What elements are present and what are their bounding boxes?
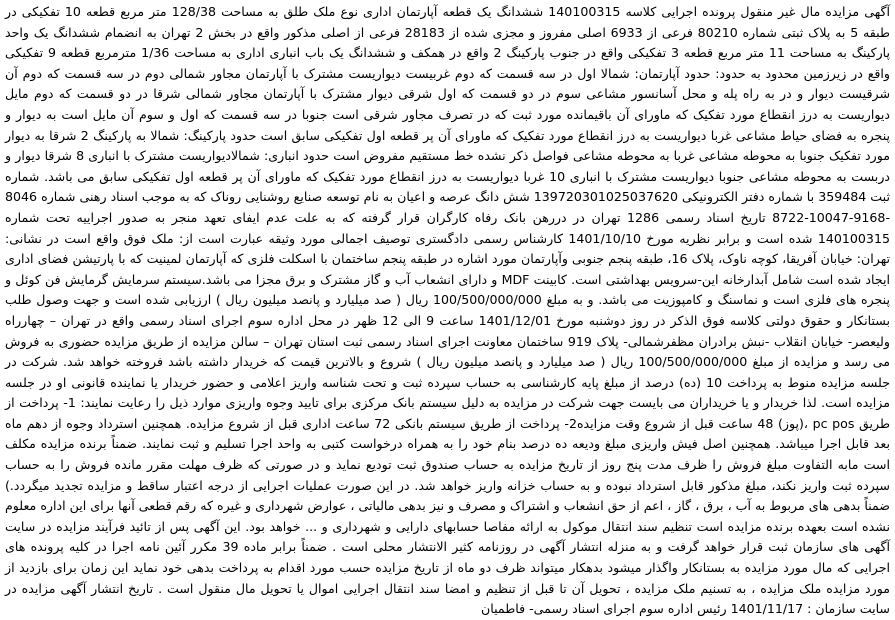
notice-lead-paragraph: آگهی مزایده مال غیر منقول پرونده اجرایی کلاسه 140100315 ششدانگ یک قطعه آپارتمان اداری نوع ملک طلق به مساحت 128/38 متر مربع قطعه 10 تفکیکی در طبقه 5 به پلاک ثبتی شماره 80210 فرعی از 6933 اصلی مفروز و مجزی شده از 28183 فرعی از اصلی مذکور واقع در بخش 2 تهران به انضمام ششدانگ یک واحد پارکینگ به مساحت 11 متر مربع قطعه 3 تفکیکی واقع در جنوب پارکینگ 2 واقع در همکف و ششدانگ یک باب انباری اداری به مساحت 1/36 مترمربع قطعه 9 تفکیکی واقع در زیرزمین محدود به حدود: حدود آپارتمان: شمالا اول در سه قسمت که دوم غربیست دیواریست مشترک با آپارتمان مجاور شمالی دوم در سه قسمت که دوم آن شرقیست دیوار و در به راه پله و محل آسانسور مشاعی سوم در دو قسمت که اول شرقی دیوار مشترک با آپارتمان مجاور شمالی شرقا در دو قسمت که دوم مایل دیواریست به درز انقطاع مورد تفکیک که ماورای آن باقیمانده مورد ثبت که در تصرف مجاور شرقی است جنوبا در سه قسمت که اول و سوم آن مایل است به دیوار و پنجره به فضای حیاط مشاعی غربا دیواریست به درز انقطاع مورد تفکیک که ماورای آن پر قطعه اول تفکیکی سابق است حدود پارکینگ: شمالا به پارکینگ 2 شرقا به دیوار مورد تفکیک جنوبا به محوطه مشاعی غربا به محوطه مشاعی فواصل ذکر نشده خط مستقیم مفروض است حدود انباری: شمالادیواریست مشترک با انباری 8 شرقا دیوار و دربست به محوطه مشاعی جنوبا دیواریست مشترک با انباری 10 غربا دیواریست به درز انقطاع مورد تفکیک که ماورای آن پر قطعه اول تفکیکی سابق می باشد. bbox=[5, 4, 891, 184]
notice-main-paragraph: شماره ثبت 359484 با شماره دفتر الکترونیکی 139720301025037620 شش دانگ عرصه و اعیان به نام توسعه صنایع روشنایی روناک که به موجب اسناد رهنی شماره 8046 -9168-10047-8722 تاریخ اسناد رسمی 1286 تهران در دررهن بانک رفاه کارگران قرار گرفته که به علت عدم ایفای تعهد منجر به صدور اجراییه تحت شماره 140100315 شده است و برابر نظریه مورخ 1401/10/10 کارشناس رسمی دادگستری توصیف اجمالی مورد وثیقه عبارت است از: ملک فوق واقع است در نشانی: تهران: خیابان آفریقا، کوچه ناوک، پلاک 16، طبقه پنجم جنوبی وآپارتمان مورد اشاره در طبقه پنجم ساختمان با اسکلت فلزی که آپارتمان لمینیت که با پارتیشن فضای اداری ایجاد شده است شامل آبدارخانه این-سرویس بهداشتی است. کابینت MDF و دارای انشعاب آب و گاز مشترک و برق مجزا می باشد.سیستم سرمایش گرمایش فن کوئل و پنجره های فلزی است و نماسنگ و کامپوزیت می باشد. و به مبلغ 100/500/000/000 ریال ( صد میلیارد و پانصد میلیون ریال ) ارزیابی شده است و جهت وصول طلب بستانکار و حقوق دولتی کلاسه فوق الذکر در روز دوشنبه مورخ 1401/12/01 ساعت 9 الی 12 ظهر در محل اداره سوم اجرای اسناد رسمی واقع در تهران – چهارراه ولیعصر- خیابان انقلاب -نبش برادران مظفرشمالی- پلاک 919 ساختمان معاونت اجرای اسناد رسمی ثبت استان تهران – سالن مزایده از طریق مزایده حضوری به فروش می رسد و مزایده از مبلغ 100/500/000/000 ریال ( صد میلیارد و پانصد میلیون ریال ) شروع و بالاترین قیمت که خریدار داشته باشد فروخته خواهد شد. شرکت در جلسه مزایده منوط به پرداخت 10 (ده) درصد از مبلغ پایه کارشناسی به حساب سپرده ثبت و تحت شناسه واریز اعلامی و حضور خریدار یا نماینده قانونی او در جلسه مزایده است. لذا خریدار و یا خریداران می بایست جهت شرکت در مزایده به دلیل سیستم بانک مرکزی برای تایید وجوه واریزی موارد ذیل را رعایت نمایند: 1- پرداخت از طریق pc pos ،(پوز) 48 ساعت قبل از شروع وقت مزایده2- پرداخت از طریق سیستم بانکی 72 ساعت اداری قبل از شروع مزایده. همچنین استرداد وجوه از دهم ماه بعد قابل اجرا میباشد. همچنین اصل فیش واریزی مبلغ ودیعه ده درصد بنام خود را به همراه درخواست کتبی به واحد اجرا تسلیم و ثبت نمایند. ضمناً برنده مزایده مکلف است مابه التفاوت مبلغ فروش را ظرف مدت پنج روز از تاریخ مزایده به حساب صندوق ثبت تودیع نماید و در صورتی که ظرف مهلت مقرر مانده فروش را به حساب سپرده ثبت واریز نکند، مبلغ مذکور قابل استرداد نبوده و به حساب خزانه واریز خواهد شد. در این صورت عملیات اجرایی از درجه اعتبار ساقط و مزایده تجدید میگردد.) ضمناً بدهی های مربوط به آب ، برق ، گاز ، اعم از حق انشعاب و اشتراک و مصرف و نیز بدهی مالیاتی ، عوارض شهرداری و غیره که رقم قطعی آنها برای این اداره معلوم نشده است بعهده برنده مزایده است تنظیم سند انتقال موکول به ارائه مفاصا حسابهای دارایی و شهرداری و ... خواهد بود. این آگهی پس از تائید فرآیند مزایده در سایت آگهی های سازمان ثبت قرار خواهد گرفت و به منزله انتشار آگهی در روزنامه کثیر الانتشار محلی است . ضمناً برابر ماده 39 مکرر آئین نامه اجرا در کلیه پرونده های اجرایی که مال مورد مزایده به بستانکار واگذار میشود بدهکار میتواند ظرف دو ماه از تاریخ مزایده حسب مورد اقدام به پرداخت بدهی خود نماید این زمان برای بازدید از مورد مزایده ملک مزایده ، به تسنیم ملک مزایده ، bbox=[5, 168, 891, 596]
notice-signature: فاطمیان bbox=[481, 601, 526, 617]
notice-closing-text: تحویل آن تا قبل از تنظیم و امضا سند انتقال اجرایی اموال یا تحویل مال منقول است . تاریخ انتشار آگهی مزایده در سایت سازمان : 1401/11/17 رئیس اداره سوم اجرای اسناد رسمی- bbox=[5, 580, 890, 617]
